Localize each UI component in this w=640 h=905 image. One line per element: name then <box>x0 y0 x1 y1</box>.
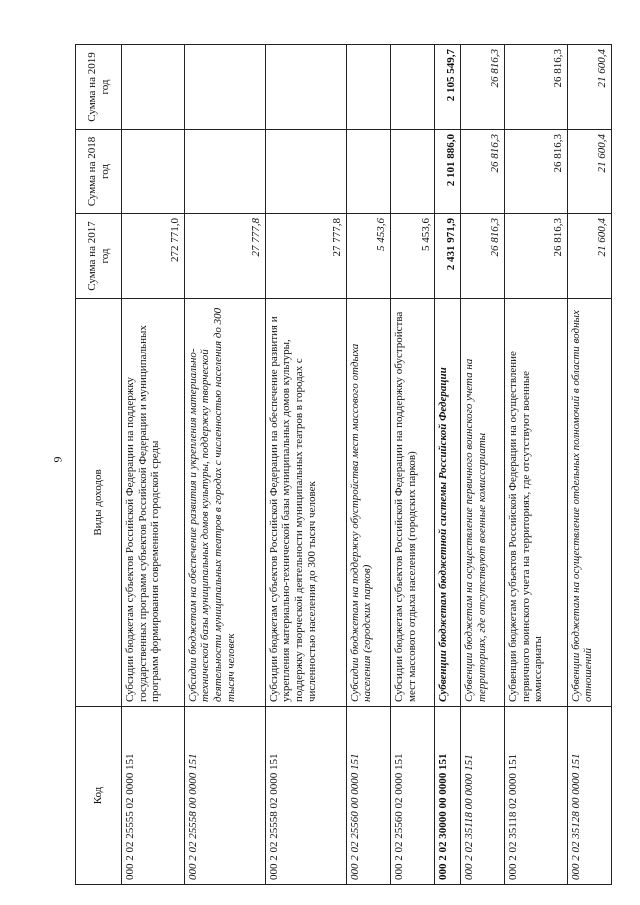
cell-y2019 <box>184 45 265 130</box>
rotated-page-content <box>75 45 612 885</box>
cell-code: 000 2 02 35118 02 0000 151 <box>505 707 568 885</box>
cell-code: 000 2 02 25560 02 0000 151 <box>390 707 434 885</box>
header-name: Виды доходов <box>76 299 122 707</box>
cell-y2017: 26 816,3 <box>505 214 568 299</box>
cell-name: Субсидии бюджетам на обеспечение развития и укрепления материально-технической базы муниципальных домов культуры, поддержку творческой деятельности муниципальных театров в городах с численностью населения до 300 тысяч человек <box>184 299 265 707</box>
table-row <box>346 45 390 885</box>
cell-name: Субсидии бюджетам субъектов Российской Федерации на поддержку обустройства мест массового отдыха населения (городских парков) <box>390 299 434 707</box>
cell-y2017: 27 777,8 <box>265 214 346 299</box>
cell-y2018 <box>265 130 346 214</box>
cell-y2017: 5 453,6 <box>390 214 434 299</box>
cell-y2018: 26 816,3 <box>460 130 504 214</box>
cell-name: Субсидии бюджетам субъектов Российской Федерации на обеспечение развития и укрепления материально-технической базы муниципальных домов культуры, поддержку творческой деятельности муниципальных театров в городах с численностью населения до 300 тысяч человек <box>265 299 346 707</box>
cell-y2019 <box>122 45 185 130</box>
cell-y2017: 26 816,3 <box>460 214 504 299</box>
cell-code: 000 2 02 35118 00 0000 151 <box>460 707 504 885</box>
table-row <box>505 45 568 885</box>
cell-y2018 <box>122 130 185 214</box>
table-row <box>390 45 434 885</box>
cell-y2017: 5 453,6 <box>346 214 390 299</box>
cell-y2018 <box>346 130 390 214</box>
cell-y2019: 26 816,3 <box>505 45 568 130</box>
cell-y2018: 26 816,3 <box>505 130 568 214</box>
cell-y2018: 2 101 886,0 <box>435 130 461 214</box>
cell-y2019: 21 600,4 <box>567 45 611 130</box>
cell-y2019: 2 105 549,7 <box>435 45 461 130</box>
cell-code: 000 2 02 25555 02 0000 151 <box>122 707 185 885</box>
cell-name: Субсидии бюджетам субъектов Российской Федерации на поддержку государственных программ субъектов Российской Федерации и муниципальных программ формирования современной городской среды <box>122 299 185 707</box>
cell-y2018 <box>390 130 434 214</box>
revenue-table <box>75 44 612 885</box>
table-row <box>265 45 346 885</box>
table-row <box>184 45 265 885</box>
cell-code: 000 2 02 35128 00 0000 151 <box>567 707 611 885</box>
cell-y2018: 21 600,4 <box>567 130 611 214</box>
cell-name: Субвенции бюджетам на осуществление первичного воинского учета на территориях, где отсутствуют военные комиссариаты <box>460 299 504 707</box>
cell-code: 000 2 02 25560 00 0000 151 <box>346 707 390 885</box>
cell-name: Субвенции бюджетам на осуществление отдельных полномочий в области водных отношений <box>567 299 611 707</box>
cell-name: Субвенции бюджетам субъектов Российской Федерации на осуществление первичного воинского учета на территориях, где отсутствуют военные комиссариаты <box>505 299 568 707</box>
cell-y2019 <box>265 45 346 130</box>
cell-y2019 <box>390 45 434 130</box>
header-2019: Сумма на 2019 год <box>76 45 122 130</box>
page-number: 9 <box>50 456 65 463</box>
cell-code: 000 2 02 30000 00 0000 151 <box>435 707 461 885</box>
cell-code: 000 2 02 25558 02 0000 151 <box>265 707 346 885</box>
header-2017: Сумма на 2017 год <box>76 214 122 299</box>
cell-y2017: 21 600,4 <box>567 214 611 299</box>
cell-y2019: 26 816,3 <box>460 45 504 130</box>
table-row <box>122 45 185 885</box>
cell-name: Субсидии бюджетам на поддержку обустройства мест массового отдыха населения (городских парков) <box>346 299 390 707</box>
header-code: Код <box>76 707 122 885</box>
table-row <box>567 45 611 885</box>
cell-name: Субвенции бюджетам бюджетной системы Российской Федерации <box>435 299 461 707</box>
cell-y2017: 272 771,0 <box>122 214 185 299</box>
table-row <box>435 45 461 885</box>
cell-code: 000 2 02 25558 00 0000 151 <box>184 707 265 885</box>
cell-y2017: 2 431 971,9 <box>435 214 461 299</box>
header-2018: Сумма на 2018 год <box>76 130 122 214</box>
table-header-row <box>76 45 122 885</box>
cell-y2018 <box>184 130 265 214</box>
cell-y2017: 27 777,8 <box>184 214 265 299</box>
cell-y2019 <box>346 45 390 130</box>
table-row <box>460 45 504 885</box>
